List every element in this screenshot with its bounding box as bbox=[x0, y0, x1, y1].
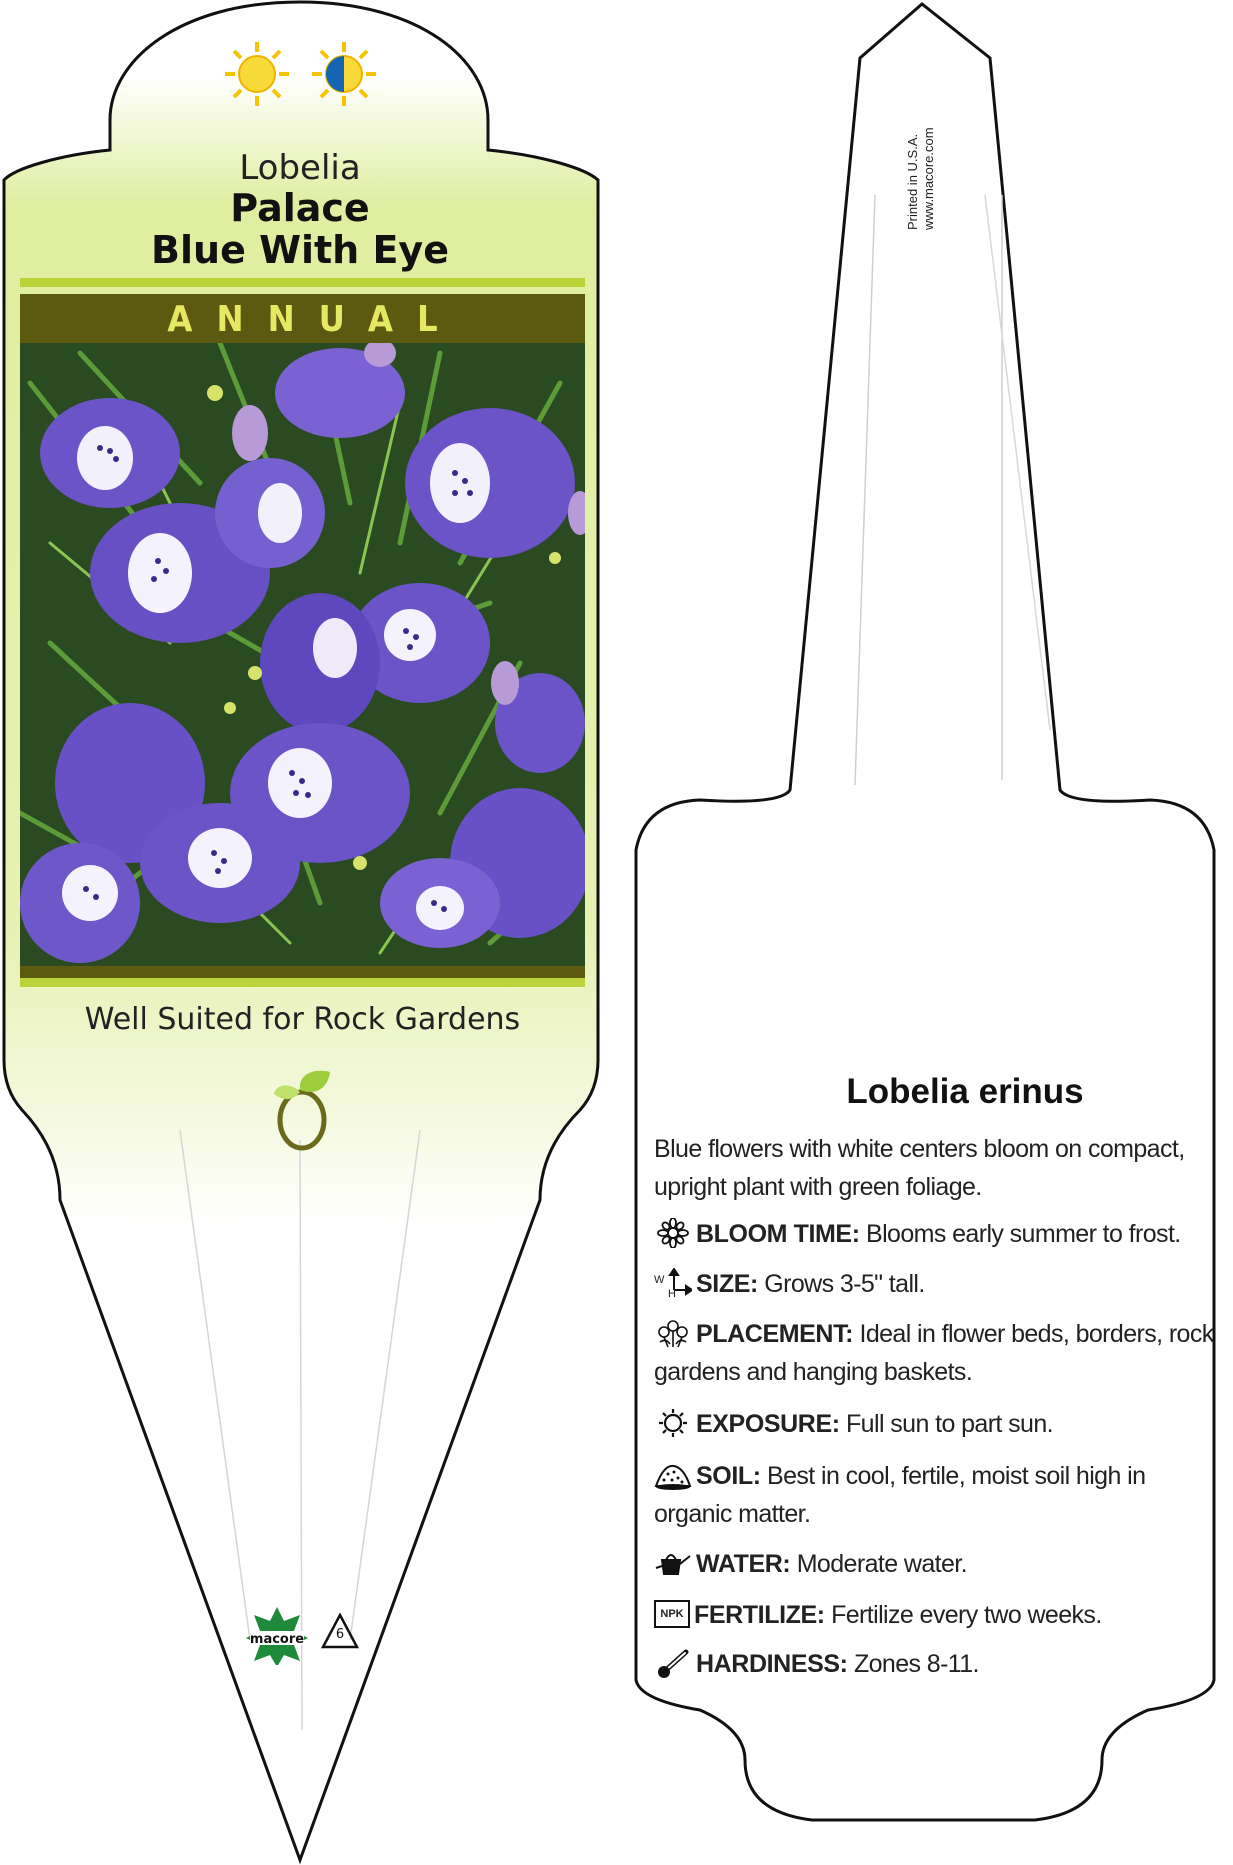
sun-outline-icon bbox=[654, 1408, 692, 1438]
bloom-time-label: BLOOM TIME: bbox=[696, 1220, 860, 1248]
description: Blue flowers with white centers bloom on compact, upright plant with green foliage. bbox=[654, 1135, 1185, 1201]
plant-group-icon bbox=[654, 1318, 692, 1348]
info-row-soil bbox=[654, 1457, 1224, 1533]
size-text: Grows 3-5" tall. bbox=[764, 1270, 925, 1298]
size-icon-w: W bbox=[654, 1274, 664, 1286]
info-row-hardiness bbox=[654, 1645, 1224, 1683]
tagline: Well Suited for Rock Gardens bbox=[84, 1002, 521, 1037]
info-row-size bbox=[654, 1265, 1224, 1303]
top-green-band bbox=[20, 278, 585, 287]
info-row-fertilize bbox=[654, 1596, 1224, 1634]
sun-icons bbox=[222, 38, 382, 110]
hardiness-label: HARDINESS: bbox=[696, 1650, 848, 1678]
info-row-water bbox=[654, 1545, 1224, 1583]
flower-icon bbox=[654, 1218, 692, 1248]
part-sun-icon bbox=[312, 42, 376, 106]
info-row-bloom-time bbox=[654, 1215, 1224, 1253]
annual-banner-text: ANNUAL bbox=[167, 298, 462, 340]
variety-name-line2: Blue With Eye bbox=[151, 228, 449, 272]
info-row-exposure bbox=[654, 1405, 1224, 1443]
fertilize-text: Fertilize every two weeks. bbox=[831, 1601, 1102, 1629]
size-label: SIZE: bbox=[696, 1270, 758, 1298]
macore-logo-text: macore bbox=[249, 1632, 305, 1647]
bottom-green-band bbox=[20, 978, 585, 987]
watering-can-icon bbox=[654, 1548, 692, 1578]
thermometer-icon bbox=[654, 1648, 692, 1678]
plant-genus: Lobelia bbox=[239, 148, 361, 188]
hardiness-text: Zones 8-11. bbox=[853, 1650, 979, 1678]
bloom-time-text: Blooms early summer to frost. bbox=[866, 1220, 1181, 1248]
size-icon-h: H bbox=[668, 1288, 676, 1300]
annual-banner bbox=[20, 294, 585, 344]
soil-mound-icon bbox=[654, 1460, 692, 1490]
scientific-name: Lobelia erinus bbox=[846, 1072, 1084, 1111]
water-label: WATER: bbox=[696, 1550, 791, 1578]
info-row-placement bbox=[654, 1315, 1224, 1391]
variety-name-line1: Palace bbox=[230, 186, 370, 230]
flower-photo bbox=[20, 343, 585, 966]
seedling-logo-icon bbox=[270, 1068, 340, 1154]
printed-in-usa bbox=[905, 80, 937, 230]
soil-text: Best in cool, fertile, moist soil high in organic matter. bbox=[654, 1462, 1146, 1528]
full-sun-icon bbox=[225, 42, 289, 106]
exposure-label: EXPOSURE: bbox=[696, 1410, 840, 1438]
printed-line1: Printed in U.S.A. bbox=[905, 133, 920, 230]
fertilize-label: FERTILIZE: bbox=[694, 1601, 825, 1629]
soil-label: SOIL: bbox=[696, 1462, 761, 1490]
printed-line2: www.macore.com bbox=[921, 127, 936, 230]
water-text: Moderate water. bbox=[796, 1550, 967, 1578]
npk-bag-icon bbox=[654, 1600, 690, 1628]
placement-label: PLACEMENT: bbox=[696, 1320, 854, 1348]
placement-text: Ideal in flower beds, borders, rock gardens and hanging baskets. bbox=[654, 1320, 1214, 1386]
recycle-code: 6 bbox=[335, 1627, 345, 1642]
size-arrows-icon bbox=[654, 1268, 692, 1298]
exposure-text: Full sun to part sun. bbox=[846, 1410, 1053, 1438]
npk-bag-text: NPK bbox=[660, 1608, 684, 1620]
